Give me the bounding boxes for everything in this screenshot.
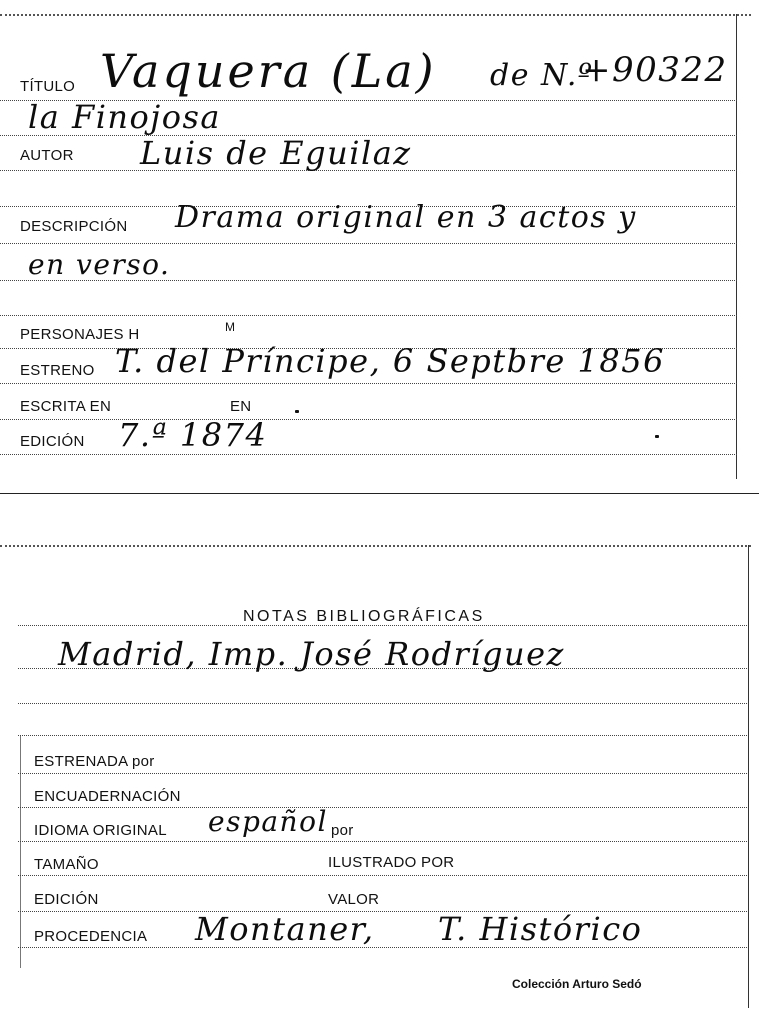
edicion-label: EDICIÓN <box>20 433 85 450</box>
titulo-continuation: la Finojosa <box>28 98 221 136</box>
card-right-edge <box>748 545 749 1008</box>
valor-label: VALOR <box>328 891 380 908</box>
en-label: EN <box>230 398 252 415</box>
notas-heading: NOTAS BIBLIOGRÁFICAS <box>243 608 485 625</box>
procedencia-label: PROCEDENCIA <box>34 928 148 945</box>
procedencia-value-2: T. Histórico <box>438 910 643 948</box>
registro-prefix: de N.º <box>490 58 594 93</box>
encuadernacion-label: ENCUADERNACIÓN <box>34 788 181 805</box>
back-edicion-label: EDICIÓN <box>34 891 99 908</box>
ruled-line <box>18 875 747 876</box>
registro-number: +90322 <box>582 50 728 90</box>
ilustrado-label: ILUSTRADO POR <box>328 854 455 871</box>
personajes-label: PERSONAJES H <box>20 326 140 343</box>
ink-speck <box>655 435 659 438</box>
estreno-label: ESTRENO <box>20 362 95 379</box>
personajes-m-label: M <box>225 320 236 334</box>
ruled-line <box>0 383 737 384</box>
descripcion-value: Drama original en 3 actos y <box>175 200 637 235</box>
titulo-label: TÍTULO <box>20 78 76 95</box>
idioma-por-label: por <box>331 822 354 839</box>
edicion-value: 7.ª 1874 <box>118 416 268 454</box>
ruled-line <box>0 454 737 455</box>
tamano-label: TAMAÑO <box>34 856 99 873</box>
procedencia-value: Montaner, <box>195 910 375 948</box>
card-top-edge <box>0 545 751 547</box>
catalog-card-front <box>0 0 759 494</box>
estrenada-label: ESTRENADA por <box>34 753 155 770</box>
idioma-label: IDIOMA ORIGINAL <box>34 822 167 839</box>
ink-speck <box>295 410 299 413</box>
ruled-line <box>0 243 737 244</box>
ruled-line <box>0 315 737 316</box>
estreno-value: T. del Príncipe, 6 Septbre 1856 <box>115 342 665 380</box>
autor-value: Luis de Eguilaz <box>140 134 412 172</box>
ruled-line <box>18 807 747 808</box>
catalog-card-back <box>0 545 759 1028</box>
ruled-line <box>18 703 747 704</box>
descripcion-continuation: en verso. <box>28 248 171 281</box>
ruled-line <box>18 773 747 774</box>
descripcion-label: DESCRIPCIÓN <box>20 218 128 235</box>
notas-value: Madrid, Imp. José Rodríguez <box>58 635 565 673</box>
ruled-line <box>0 419 737 420</box>
card-top-edge <box>0 14 751 16</box>
collection-footer: Colección Arturo Sedó <box>512 977 642 991</box>
ruled-line <box>18 841 747 842</box>
ruled-line <box>18 735 747 736</box>
autor-label: AUTOR <box>20 147 74 164</box>
card-left-edge <box>20 735 21 968</box>
card-right-edge <box>736 14 737 479</box>
escrita-label: ESCRITA EN <box>20 398 112 415</box>
titulo-value: Vaquera (La) <box>100 44 437 98</box>
idioma-value: español <box>208 805 328 838</box>
